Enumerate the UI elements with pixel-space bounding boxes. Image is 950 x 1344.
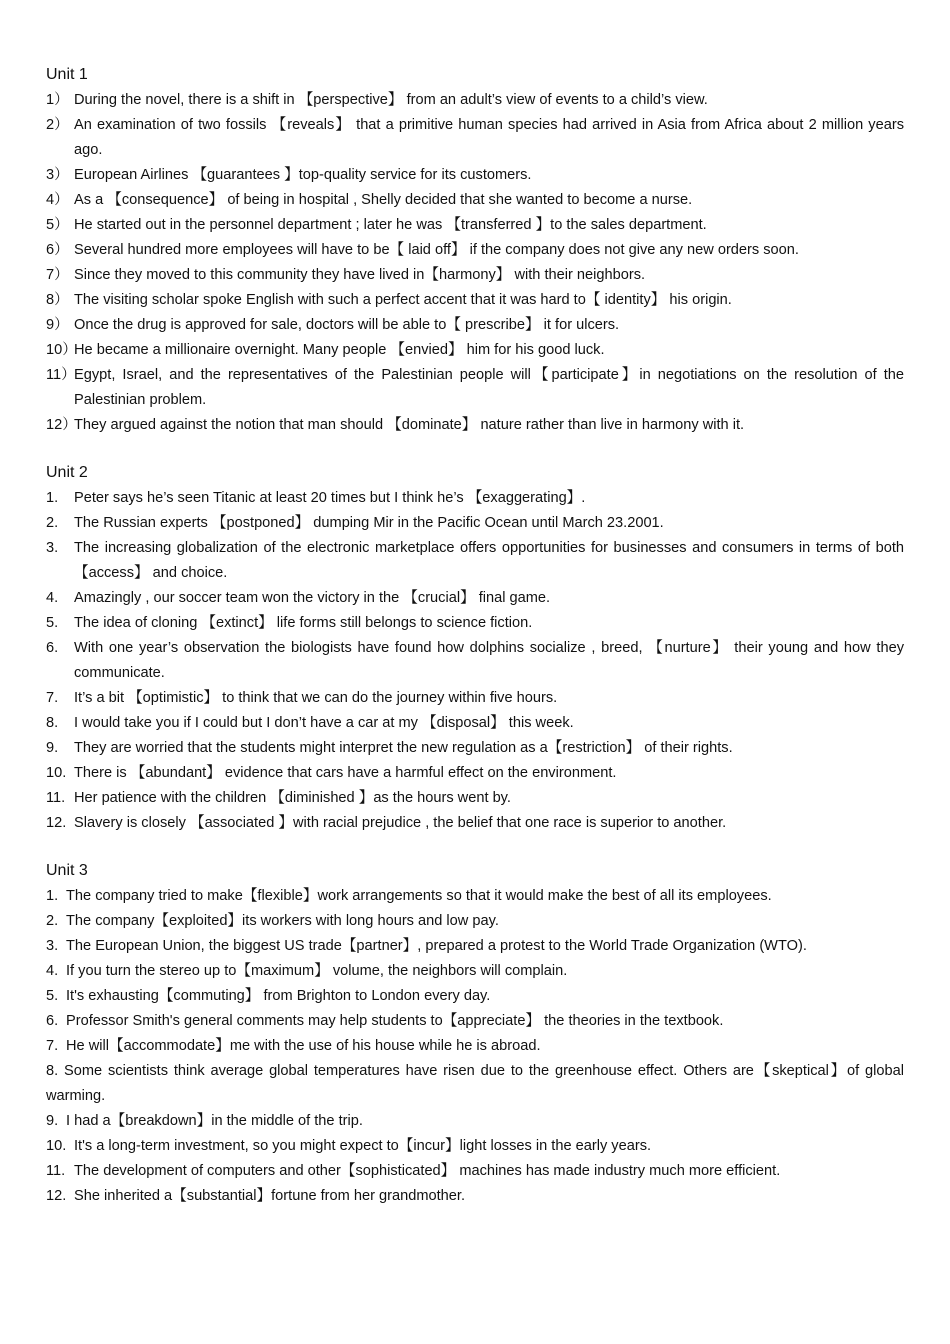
item-number: 7. xyxy=(46,690,59,706)
list-item xyxy=(46,1034,904,1059)
list-item xyxy=(46,1059,904,1109)
item-text: Egypt, Israel, and the representatives of the Palestinian people will【participate】in negotiations on the resolution of the Palestinian problem. xyxy=(74,367,904,408)
item-number: 3） xyxy=(46,167,69,183)
unit-2-section xyxy=(46,458,904,836)
item-number: 9） xyxy=(46,317,69,333)
item-text: He became a millionaire overnight. Many people 【envied】 him for his good luck. xyxy=(74,342,605,358)
item-text: Once the drug is approved for sale, doctors will be able to【 prescribe】 it for ulcers. xyxy=(74,317,620,333)
list-item xyxy=(46,163,904,188)
unit-1-section xyxy=(46,60,904,438)
item-number: 11. xyxy=(46,790,66,806)
list-item xyxy=(46,1134,904,1159)
item-text: The company【exploited】its workers with long hours and low pay. xyxy=(66,913,499,929)
list-item xyxy=(46,811,904,836)
item-text: If you turn the stereo up to【maximum】 volume, the neighbors will complain. xyxy=(66,963,568,979)
list-item xyxy=(46,288,904,313)
item-number: 6） xyxy=(46,242,69,258)
list-item xyxy=(46,611,904,636)
item-number: 4. xyxy=(46,590,59,606)
list-item xyxy=(46,213,904,238)
list-item xyxy=(46,313,904,338)
item-number: 4） xyxy=(46,192,69,208)
item-text: Amazingly , our soccer team won the victory in the 【crucial】 final game. xyxy=(74,590,551,606)
list-item xyxy=(46,1159,904,1184)
item-number: 5） xyxy=(46,217,69,233)
item-text: It's a long-term investment, so you might expect to【incur】light losses in the early years. xyxy=(74,1138,652,1154)
item-text: The company tried to make【flexible】work arrangements so that it would make the best of all its employees. xyxy=(66,888,772,904)
item-number: 11） xyxy=(46,367,76,383)
list-item xyxy=(46,338,904,363)
item-number: 12. xyxy=(46,815,67,831)
list-item xyxy=(46,188,904,213)
list-item xyxy=(46,536,904,586)
item-number: 7. xyxy=(46,1038,59,1054)
item-number: 2. xyxy=(46,913,59,929)
list-item xyxy=(46,238,904,263)
item-number: 6. xyxy=(46,1013,59,1029)
item-text: Professor Smith's general comments may help students to【appreciate】 the theories in the textbook. xyxy=(66,1013,724,1029)
item-text: Peter says he’s seen Titanic at least 20 times but I think he’s 【exaggerating】. xyxy=(74,490,586,506)
list-item xyxy=(46,959,904,984)
item-text: Since they moved to this community they have lived in【harmony】 with their neighbors. xyxy=(74,267,646,283)
item-text: She inherited a【substantial】fortune from her grandmother. xyxy=(74,1188,466,1204)
item-text: It’s a bit 【optimistic】 to think that we can do the journey within five hours. xyxy=(74,690,558,706)
item-number: 3. xyxy=(46,938,59,954)
item-text: They argued against the notion that man should 【dominate】 nature rather than live in harmony with it. xyxy=(74,417,745,433)
item-number: 10. xyxy=(46,1138,67,1154)
item-number: 5. xyxy=(46,615,59,631)
unit-3-section xyxy=(46,856,904,1209)
item-number: 10） xyxy=(46,342,77,358)
item-text: I had a【breakdown】in the middle of the trip. xyxy=(66,1113,363,1129)
item-number: 11. xyxy=(46,1163,66,1179)
item-text: The Russian experts 【postponed】 dumping Mir in the Pacific Ocean until March 23.2001. xyxy=(74,515,664,531)
list-item xyxy=(46,413,904,438)
list-item xyxy=(46,363,904,413)
item-number: 7） xyxy=(46,267,69,283)
item-number: 1. xyxy=(46,888,59,904)
item-number: 9. xyxy=(46,1113,59,1129)
item-number: 1） xyxy=(46,92,69,108)
item-number: 12. xyxy=(46,1188,67,1204)
document-page xyxy=(46,60,904,1229)
list-item xyxy=(46,1184,904,1209)
unit-title: Unit 2 xyxy=(46,464,88,481)
item-text: European Airlines 【guarantees 】top-quality service for its customers. xyxy=(74,167,532,183)
item-text: Her patience with the children 【diminished 】as the hours went by. xyxy=(74,790,511,806)
item-text: I would take you if I could but I don’t have a car at my 【disposal】 this week. xyxy=(74,715,574,731)
list-item xyxy=(46,586,904,611)
item-text: He will【accommodate】me with the use of his house while he is abroad. xyxy=(66,1038,541,1054)
list-item xyxy=(46,686,904,711)
item-number: 4. xyxy=(46,963,59,979)
list-item xyxy=(46,113,904,163)
item-number: 2） xyxy=(46,117,69,133)
list-item xyxy=(46,909,904,934)
item-text: An examination of two fossils 【reveals】 that a primitive human species had arrived in Asia from Africa about 2 million years ago. xyxy=(74,117,904,158)
unit-title: Unit 3 xyxy=(46,862,88,879)
list-item xyxy=(46,711,904,736)
item-number: 8. xyxy=(46,715,59,731)
item-text: Slavery is closely 【associated 】with racial prejudice , the belief that one race is superior to another. xyxy=(74,815,727,831)
item-number: 10. xyxy=(46,765,67,781)
list-item xyxy=(46,884,904,909)
item-text: As a 【consequence】 of being in hospital , Shelly decided that she wanted to become a nurse. xyxy=(74,192,693,208)
list-item xyxy=(46,88,904,113)
list-item xyxy=(46,511,904,536)
list-item xyxy=(46,736,904,761)
item-text: The European Union, the biggest US trade【partner】, prepared a protest to the World Trade Organization (WTO). xyxy=(66,938,807,954)
list-item xyxy=(46,984,904,1009)
item-text: With one year’s observation the biologists have found how dolphins socialize , breed, 【nurture】 their young and how they communicate. xyxy=(74,640,904,681)
item-number: 6. xyxy=(46,640,59,656)
item-text: He started out in the personnel department ; later he was 【transferred 】to the sales department. xyxy=(74,217,707,233)
item-text: The idea of cloning 【extinct】 life forms still belongs to science fiction. xyxy=(74,615,533,631)
item-text: There is 【abundant】 evidence that cars have a harmful effect on the environment. xyxy=(74,765,617,781)
list-item xyxy=(46,786,904,811)
item-text: Several hundred more employees will have to be【 laid off】 if the company does not give any new orders soon. xyxy=(74,242,799,258)
item-text: They are worried that the students might interpret the new regulation as a【restriction】 of their rights. xyxy=(74,740,733,756)
list-item xyxy=(46,486,904,511)
list-item xyxy=(46,1009,904,1034)
item-number: 2. xyxy=(46,515,59,531)
unit-title: Unit 1 xyxy=(46,66,88,83)
list-item xyxy=(46,934,904,959)
list-item xyxy=(46,263,904,288)
item-text: The visiting scholar spoke English with such a perfect accent that it was hard to【 identity】 his origin. xyxy=(74,292,732,308)
item-number: 3. xyxy=(46,540,59,556)
item-text: During the novel, there is a shift in 【perspective】 from an adult’s view of events to a child’s view. xyxy=(74,92,708,108)
item-text: The increasing globalization of the electronic marketplace offers opportunities for businesses and consumers in terms of both 【access】 and choice. xyxy=(74,540,904,581)
item-number: 1. xyxy=(46,490,59,506)
list-item xyxy=(46,761,904,786)
item-number: 8. xyxy=(46,1063,59,1079)
item-number: 9. xyxy=(46,740,59,756)
item-text: Some scientists think average global temperatures have risen due to the greenhouse effect. Others are【skeptical】of global warming. xyxy=(46,1063,904,1104)
item-number: 5. xyxy=(46,988,59,1004)
list-item xyxy=(46,1109,904,1134)
item-number: 8） xyxy=(46,292,69,308)
item-text: The development of computers and other【sophisticated】 machines has made industry much more efficient. xyxy=(74,1163,781,1179)
item-number: 12） xyxy=(46,417,77,433)
list-item xyxy=(46,636,904,686)
item-text: It's exhausting【commuting】 from Brighton to London every day. xyxy=(66,988,491,1004)
